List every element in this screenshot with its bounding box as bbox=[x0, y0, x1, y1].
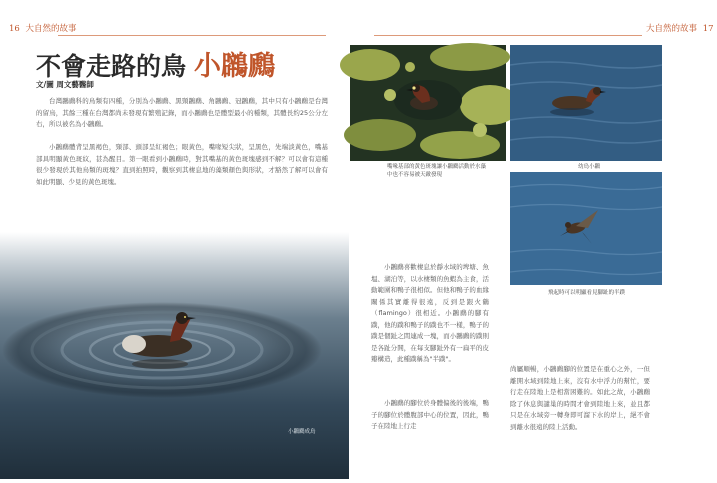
grebe-adult-photo bbox=[0, 232, 349, 479]
right-page-number: 17 bbox=[702, 24, 714, 34]
article-title bbox=[36, 44, 275, 83]
title-accent: 小鸊鷉 bbox=[194, 51, 276, 82]
left-section-title: 大自然的故事 bbox=[25, 24, 77, 34]
byline: 文/圖 周文藝醫師 bbox=[36, 80, 94, 89]
grebe-flight-photo bbox=[510, 172, 662, 285]
paragraph-land: 尚屬順暢，小鸊鷉腳的位置是在重心之外，一但離開水域到陸地上來，沒有水中浮力的幫忙，要行走在陸地上是相當困難的。如此之故，小鸊鷉除了休息與譴巢的時間才會到陸地上來，並且都只是在水域旁一轉身即可溜下水的岸上，絕不會到離水很遠的陸上活動。 bbox=[510, 365, 650, 431]
paragraph-intro: 台灣鸊鷉科的鳥類有四種，分別為小鸊鷉、黑頸鸊鷉、角鸊鷉、冠鸊鷉，其中只有小鸊鷉是台灣的留鳥，其餘三種在台灣都尚未發現有繁殖記錄，而小鸊鷉也是體型最小的種類，其體長約25公分左右，所以被名為小鸊鷉。 bbox=[36, 97, 328, 128]
paragraph-description: 小鸊鷉體背呈黑褐色，頸部、頭部呈紅褐色；眼黃色，嘴喙短尖狀，呈黑色，先端淡黃色，嘴基部具明顯黃色斑紋，甚為醒目。第一眼看到小鸊鷉時，對其嘴基的黃色斑塊感到不解？可以會有這種很少發現於其他鳥類的斑塊？直到拍照時，觀察到其棲息地的藻類顏色與形狀，才豁然了解可以會有如此明顯、少見的黃色斑塊。 bbox=[36, 143, 328, 186]
title-main: 不會走路的鳥 bbox=[36, 52, 187, 81]
paragraph-legs: 小鸊鷉的腳位於身體偏後的後端，鴨子的腳位於體腹部中心的位置，因此，鴨子在陸地上行走 bbox=[371, 399, 489, 430]
big-photo-caption: 小鸊鷉成鳥 bbox=[288, 429, 316, 435]
right-header-rule bbox=[374, 35, 642, 36]
juvenile-photo-caption: 幼鳥小鸊 bbox=[578, 164, 601, 170]
juvenile-grebe-photo bbox=[510, 45, 662, 161]
algae-photo-caption: 嘴喙基部的黃色斑塊讓小鸊鷉活動於水藻中也不容易被天敵發現 bbox=[387, 164, 487, 178]
left-page-number: 16 bbox=[9, 24, 20, 34]
flight-photo-caption: 飛起時可以明顯看見腳趾的半蹼 bbox=[548, 290, 626, 296]
left-page-header bbox=[6, 22, 77, 34]
right-section-title: 大自然的故事 bbox=[646, 24, 698, 34]
grebe-algae-photo bbox=[350, 45, 506, 161]
left-header-rule bbox=[58, 35, 326, 36]
paragraph-habitat: 小鸊鷉喜歡棲息於靜水域的埤塘、魚塭、湖泊等，以水棲類的魚蝦為主食，活動範圍和鴨子很相似。但他和鴨子的血緣關係其實離得很遠，反到是跟火鶴（flamingo）很相近。小鸊鷉的腳有蹼，他的蹼和鴨子的蹼也不一樣，鴨子的蹼是個趾之間連成一塊，而小鸊鷉的蹼則是各趾分開，在每支腳趾外有一扁平的皮瓣構造，此種蹼稱為"半蹼"。 bbox=[371, 263, 489, 363]
right-page-header bbox=[646, 22, 717, 34]
